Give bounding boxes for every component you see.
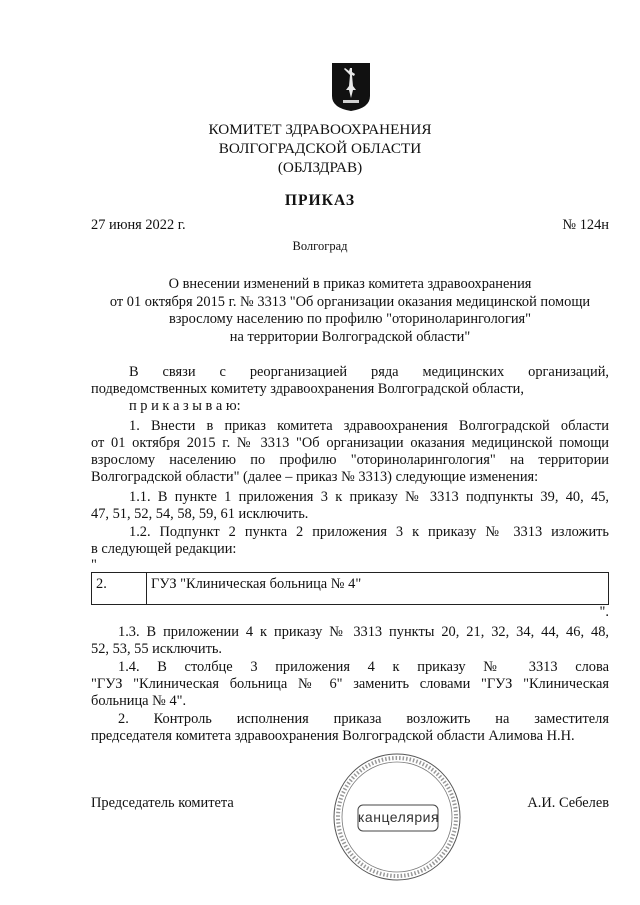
replacement-table xyxy=(91,572,609,605)
paragraph-1-2-line-2: в следующей редакции: xyxy=(91,541,237,557)
paragraph-1-line-4: Волгоградской области" (далее – приказ № 3313) следующие изменения: xyxy=(91,469,539,485)
org-line-3: (ОБЛЗДРАВ) xyxy=(277,159,363,176)
office-stamp xyxy=(330,750,465,885)
quote-open: " xyxy=(91,557,97,573)
stamp-label: канцелярия xyxy=(358,809,440,825)
paragraph-1-3-line-2: 52, 53, 55 исключить. xyxy=(91,641,223,657)
signature-name: А.И. Себелев xyxy=(527,795,609,811)
subject-line-4: на территории Волгоградской области" xyxy=(229,328,471,345)
quote-close: ". xyxy=(599,604,609,620)
org-line-1: КОМИТЕТ ЗДРАВООХРАНЕНИЯ xyxy=(208,121,432,138)
paragraph-1-1-line-2: 47, 51, 52, 54, 58, 59, 61 исключить. xyxy=(91,506,309,522)
document-date: 27 июня 2022 г. xyxy=(91,217,186,233)
paragraph-1-4-line-2: "ГУЗ "Клиническая больница № 6" заменить словами "ГУЗ "Клиническая xyxy=(91,676,609,692)
paragraph-2-line-1: 2. Контроль исполнения приказа возложить на заместителя xyxy=(118,711,609,727)
paragraph-1-line-3: взрослому населению по профилю "оториноларингология" на территории xyxy=(91,452,609,468)
paragraph-1-4-line-1: 1.4. В столбце 3 приложения 4 к приказу № 3313 слова xyxy=(118,659,609,675)
document-number: № 124н xyxy=(562,217,609,233)
table-row xyxy=(92,573,609,605)
subject-line-1: О внесении изменений в приказ комитета здравоохранения xyxy=(168,276,532,292)
table-cell-number: 2. xyxy=(92,573,147,605)
document-city: Волгоград xyxy=(292,239,348,253)
table-cell-text: ГУЗ "Клиническая больница № 4" xyxy=(147,573,609,605)
intro-line-1: В связи с реорганизацией ряда медицинских организаций, xyxy=(129,364,609,380)
paragraph-1-1-line-1: 1.1. В пункте 1 приложения 3 к приказу № 3313 подпункты 39, 40, 45, xyxy=(129,489,609,505)
subject-line-2: от 01 октября 2015 г. № 3313 "Об организации оказания медицинской помощи xyxy=(109,293,591,310)
paragraph-1-line-2: от 01 октября 2015 г. № 3313 "Об организации оказания медицинской помощи xyxy=(91,435,609,451)
coat-of-arms-emblem xyxy=(331,62,371,112)
org-line-2: ВОЛГОГРАДСКОЙ ОБЛАСТИ xyxy=(218,140,422,157)
document-subject xyxy=(91,276,609,346)
paragraph-1-3-line-1: 1.3. В приложении 4 к приказу № 3313 пункты 20, 21, 32, 34, 44, 46, 48, xyxy=(118,624,609,640)
paragraph-2-line-2: председателя комитета здравоохранения Волгоградской области Алимова Н.Н. xyxy=(91,728,575,744)
document-type: ПРИКАЗ xyxy=(284,192,356,209)
paragraph-1-4-line-3: больница № 4". xyxy=(91,693,187,709)
subject-line-3: взрослому населению по профилю "оториноларингология" xyxy=(168,311,532,327)
order-word: п р и к а з ы в а ю: xyxy=(129,398,241,414)
intro-line-2: подведомственных комитету здравоохранения Волгоградской области, xyxy=(91,381,524,397)
signature-position: Председатель комитета xyxy=(91,795,234,811)
paragraph-1-line-1: 1. Внести в приказ комитета здравоохранения Волгоградской области xyxy=(129,418,609,434)
paragraph-1-2-line-1: 1.2. Подпункт 2 пункта 2 приложения 3 к приказу № 3313 изложить xyxy=(129,524,609,540)
organization-name xyxy=(0,120,640,177)
